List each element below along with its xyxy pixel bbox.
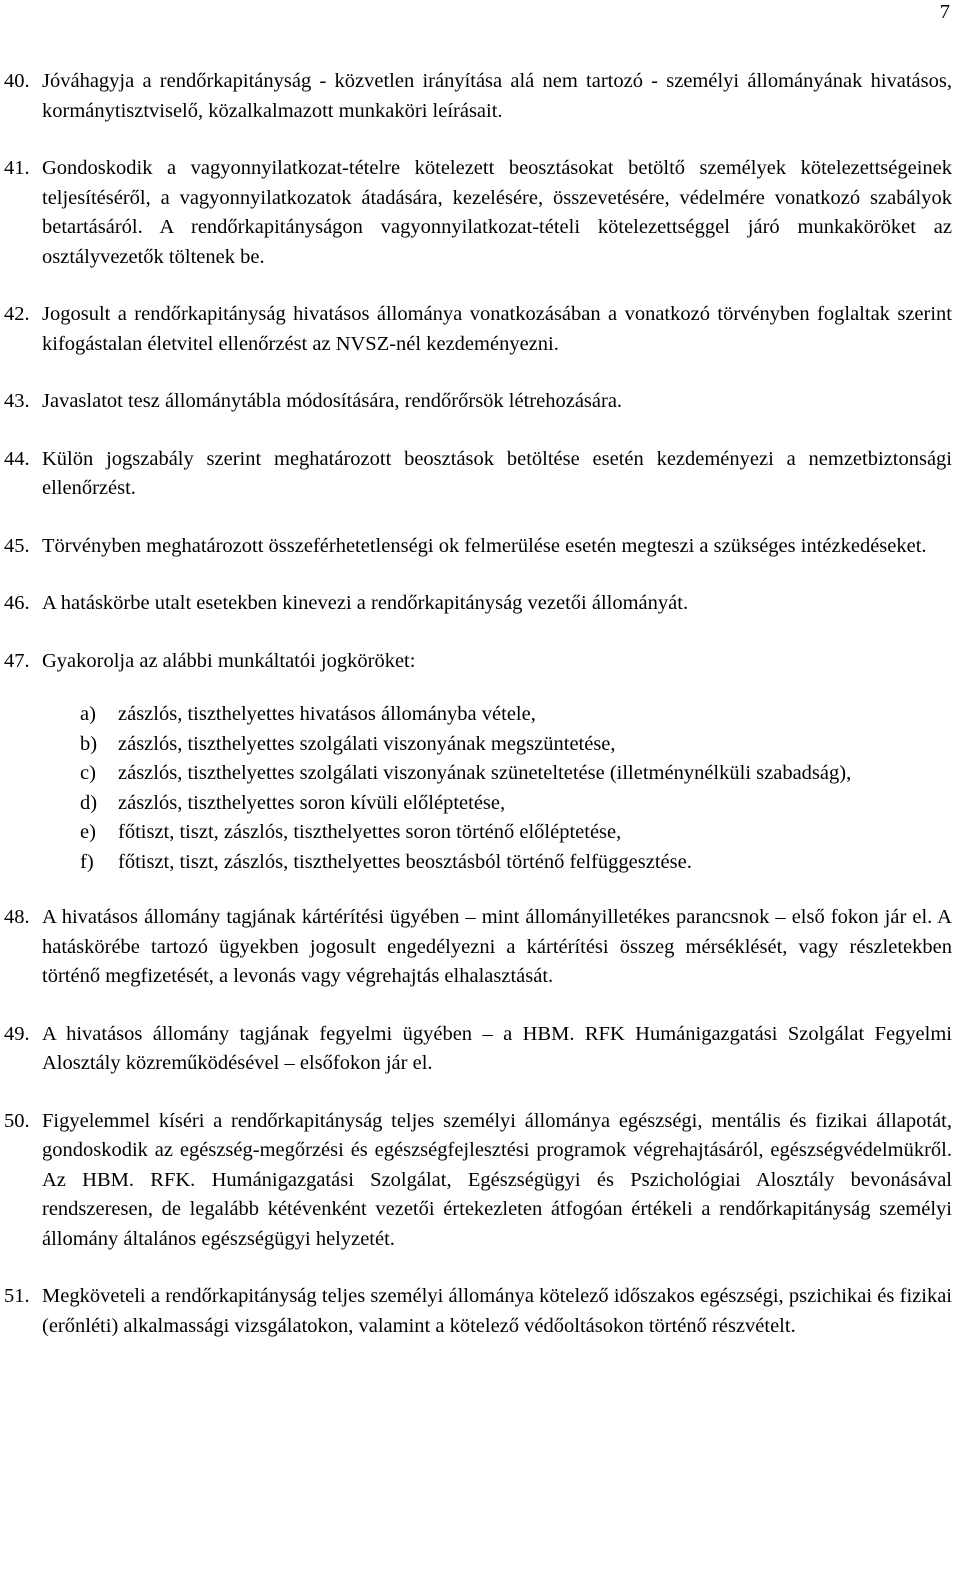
list-item-50 [0, 1107, 960, 1255]
list-item-41 [0, 154, 960, 272]
list-item-43 [0, 387, 960, 417]
item-number: 41. [4, 157, 30, 179]
sublist-item [0, 848, 960, 878]
document-body [0, 67, 960, 1341]
sublist-text: zászlós, tiszthelyettes szolgálati viszonyának megszüntetése, [118, 732, 616, 755]
page-number: 7 [939, 1, 950, 23]
item-text: Javaslatot tesz állománytábla módosítására, rendőrőrsök létrehozására. [42, 390, 623, 412]
list-item-49 [0, 1020, 960, 1079]
sublist-letter: b) [80, 732, 98, 755]
item-text: Megköveteli a rendőrkapitányság teljes személyi állománya kötelező időszakos egészségi, pszichikai és fizikai (erőnléti) alkalmassági vizsgálatokon, valamint a kötelező védőoltásokon történő részvételt. [42, 1285, 952, 1337]
item-text: Jóváhagyja a rendőrkapitányság - közvetlen irányítása alá nem tartozó - személyi állományának hivatásos, kormánytisztviselő, közalkalmazott munkaköri leírásait. [42, 70, 952, 122]
sublist-letter: d) [80, 791, 98, 814]
item-number: 42. [4, 303, 30, 325]
item-number: 46. [4, 592, 30, 614]
item-text: Gyakorolja az alábbi munkáltatói jogköröket: [42, 649, 416, 672]
list-item-44 [0, 445, 960, 504]
sublist-text: zászlós, tiszthelyettes soron kívüli előléptetése, [118, 791, 506, 814]
sublist-text: zászlós, tiszthelyettes szolgálati viszonyának szüneteltetése (illetménynélküli szabadság), [118, 762, 852, 784]
item-text: A hivatásos állomány tagjának fegyelmi ügyében – a HBM. RFK Humánigazgatási Szolgálat Fegyelmi Alosztály közreműködésével – elsőfokon jár el. [42, 1022, 952, 1074]
item-number: 51. [4, 1285, 30, 1307]
list-item-46 [0, 589, 960, 619]
item-number: 50. [4, 1109, 30, 1132]
item-text: Külön jogszabály szerint meghatározott beosztások betöltése esetén kezdeményezi a nemzetbiztonsági ellenőrzést. [42, 447, 952, 499]
sublist-letter: f) [80, 850, 94, 873]
list-item-45 [0, 532, 960, 562]
item-text: A hivatásos állomány tagjának kártérítési ügyében – mint állományilletékes parancsnok – első fokon jár el. A hatáskörébe tartozó ügyekben jogosult engedélyezni a kártérítési összeg mérséklését, vagy részletekben történő megfizetését, a levonás vagy végrehajtás elhalasztását. [42, 906, 952, 987]
list-item-48 [0, 903, 960, 992]
item-number: 44. [4, 447, 30, 470]
sublist-item [0, 818, 960, 848]
item-number: 49. [4, 1022, 30, 1045]
list-item-51 [0, 1282, 960, 1341]
sublist-letter: e) [80, 821, 96, 843]
sublist-text: zászlós, tiszthelyettes hivatásos állományba vétele, [118, 703, 536, 725]
item-text: Jogosult a rendőrkapitányság hivatásos állománya vonatkozásában a vonatkozó törvényben foglaltak szerint kifogástalan életvitel ellenőrzést az NVSZ-nél kezdeményezni. [42, 303, 952, 355]
item-number: 43. [4, 390, 30, 412]
sublist-item [0, 730, 960, 760]
sublist-letter: c) [80, 762, 96, 784]
employer-rights-sublist [0, 700, 960, 877]
list-item-40 [0, 67, 960, 126]
item-text: Törvényben meghatározott összeférhetetlenségi ok felmerülése esetén megteszi a szükséges intézkedéseket. [42, 534, 927, 557]
item-number: 48. [4, 906, 30, 928]
item-text: Gondoskodik a vagyonnyilatkozat-tételre kötelezett beosztásokat betöltő személyek kötelezettségeinek teljesítéséről, a vagyonnyilatkozatok átadására, kezelésére, összevetésére, védelmére vonatkozó szabályok betartásáról. A rendőrkapitányságon vagyonnyilatkozat-tételi kötelezettséggel járó munkaköröket az osztályvezetők töltenek be. [42, 157, 952, 268]
list-item-42 [0, 300, 960, 359]
item-number: 45. [4, 534, 30, 557]
sublist-text: főtiszt, tiszt, zászlós, tiszthelyettes beosztásból történő felfüggesztése. [118, 850, 692, 873]
item-text: A hatáskörbe utalt esetekben kinevezi a rendőrkapitányság vezetői állományát. [42, 592, 689, 614]
item-number: 47. [4, 649, 30, 672]
sublist-item [0, 759, 960, 789]
sublist-text: főtiszt, tiszt, zászlós, tiszthelyettes soron történő előléptetése, [118, 821, 622, 843]
list-item-47 [0, 647, 960, 677]
sublist-letter: a) [80, 703, 96, 725]
sublist-item [0, 700, 960, 730]
item-text: Figyelemmel kíséri a rendőrkapitányság teljes személyi állománya egészségi, mentális és fizikai állapotát, gondoskodik az egészség-megőrzési és egészségfejlesztési programok végrehajtásáról, egészségvédelmükről. Az HBM. RFK. Humánigazgatási Szolgálat, Egészségügyi és Pszichológiai Alosztály bevonásával rendszeresen, de legalább kétévenként vezetői értekezleten átfogóan értékeli a rendőrkapitányság személyi állomány általános egészségügyi helyzetét. [42, 1109, 952, 1250]
sublist-item [0, 789, 960, 819]
item-number: 40. [4, 70, 30, 92]
